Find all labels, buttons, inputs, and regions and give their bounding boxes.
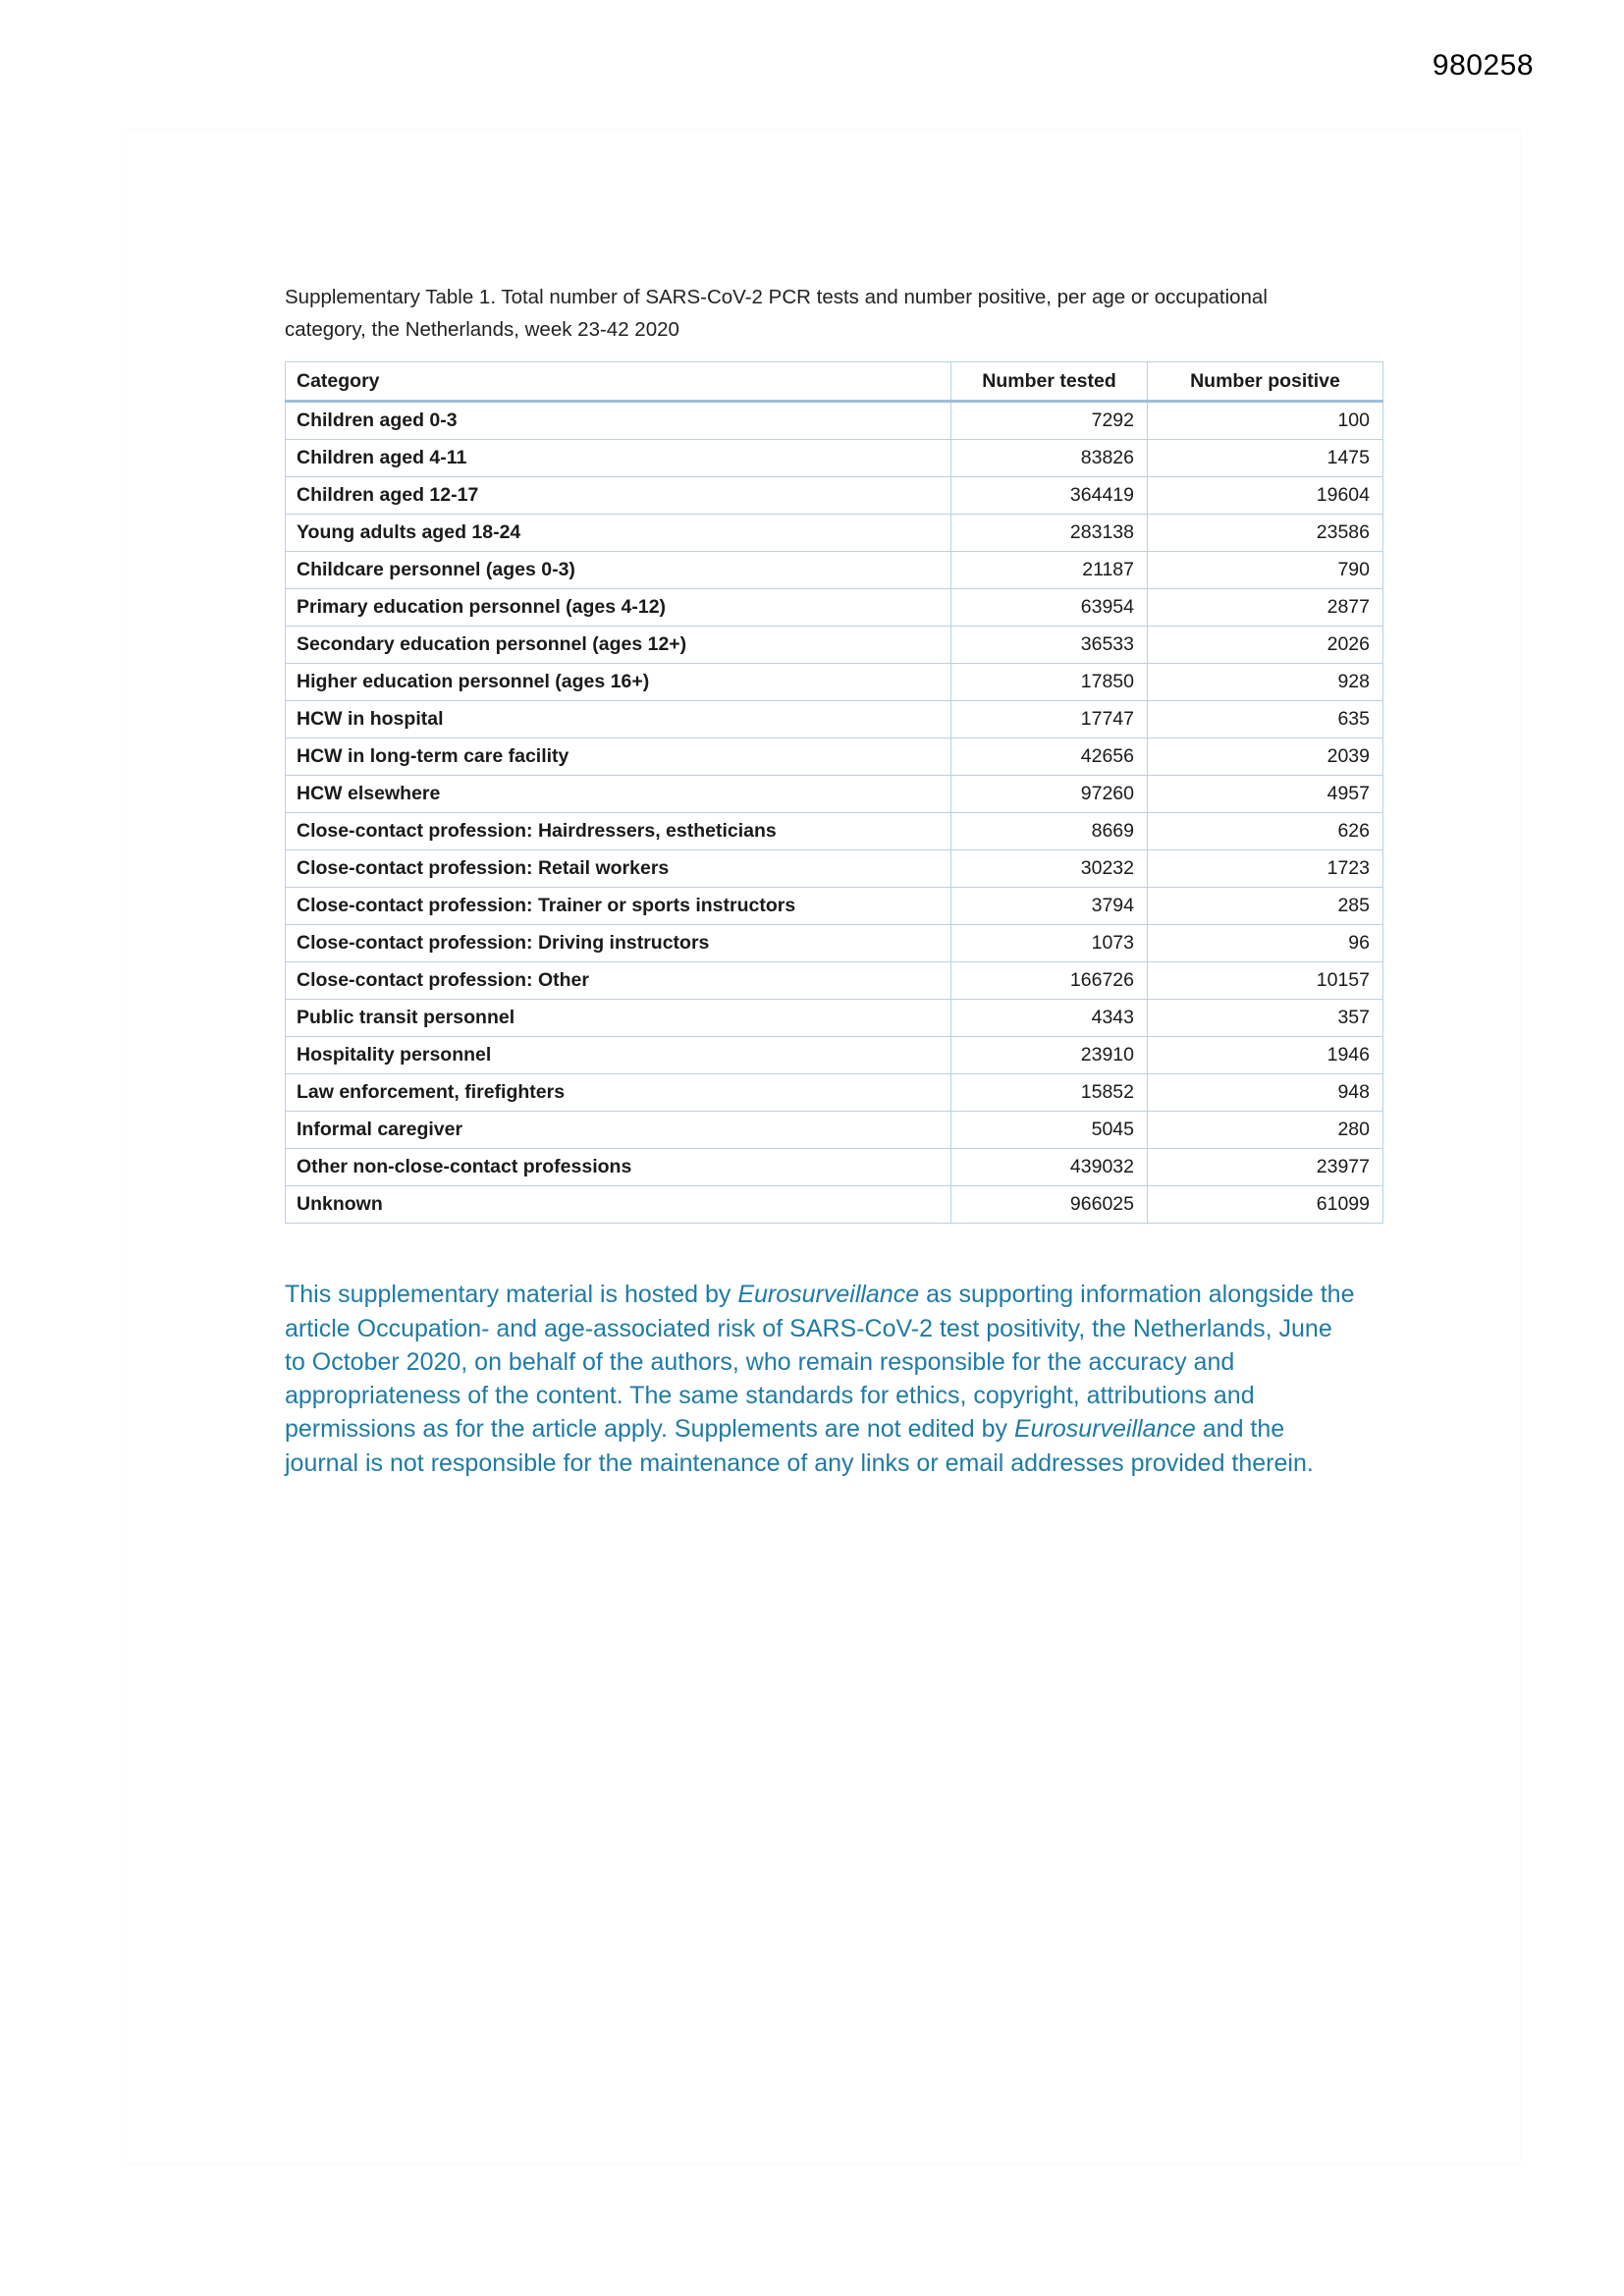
cell-number-tested: 166726 [951,962,1148,1000]
table-row [286,738,1383,776]
cell-category: Close-contact profession: Hairdressers, estheticians [286,813,951,850]
table-caption: Supplementary Table 1. Total number of SARS-CoV-2 PCR tests and number positive, per age or occupational category, the Netherlands, week 23-42 2020 [285,286,1268,342]
cell-category: Secondary education personnel (ages 12+) [286,627,951,664]
cell-category: Close-contact profession: Other [286,962,951,1000]
table-row [286,1186,1383,1224]
cell-number-positive: 1946 [1148,1037,1383,1074]
cell-category: Informal caregiver [286,1112,951,1149]
cell-number-tested: 5045 [951,1112,1148,1149]
disclaimer-text-part-3: and the journal is not responsible for the maintenance of any links or email addresses provided therein. [285,1415,1314,1477]
cell-number-positive: 23586 [1148,515,1383,552]
cell-category: Higher education personnel (ages 16+) [286,664,951,701]
table-row [286,1000,1383,1037]
table-header-row [286,362,1383,402]
cell-number-tested: 4343 [951,1000,1148,1037]
table-row [286,776,1383,813]
cell-number-tested: 966025 [951,1186,1148,1224]
table-row [286,850,1383,888]
cell-number-positive: 2039 [1148,738,1383,776]
cell-category: Close-contact profession: Retail workers [286,850,951,888]
cell-number-tested: 17747 [951,701,1148,738]
cell-number-tested: 17850 [951,664,1148,701]
cell-number-tested: 21187 [951,552,1148,589]
cell-number-positive: 948 [1148,1074,1383,1112]
cell-number-tested: 3794 [951,888,1148,925]
cell-category: Primary education personnel (ages 4-12) [286,589,951,627]
table-row [286,515,1383,552]
table-row [286,664,1383,701]
cell-number-positive: 2026 [1148,627,1383,664]
supplementary-table-1 [285,361,1383,1224]
cell-number-positive: 626 [1148,813,1383,850]
cell-number-positive: 96 [1148,925,1383,962]
cell-category: Children aged 0-3 [286,402,951,440]
cell-number-positive: 4957 [1148,776,1383,813]
document-body [285,281,1384,1504]
cell-number-tested: 83826 [951,440,1148,477]
journal-name-second: Eurosurveillance [1013,1415,1196,1444]
cell-number-positive: 10157 [1148,962,1383,1000]
table-row [286,477,1383,515]
cell-category: Unknown [286,1186,951,1224]
table-row [286,589,1383,627]
page-folio-number: 980258 [1432,49,1534,82]
cell-category: HCW elsewhere [286,776,951,813]
cell-category: Close-contact profession: Trainer or sports instructors [286,888,951,925]
cell-category: HCW in long-term care facility [286,738,951,776]
supplementary-material-disclaimer [285,1278,1355,1480]
cell-category: Public transit personnel [286,1000,951,1037]
cell-category: HCW in hospital [286,701,951,738]
journal-name-first: Eurosurveillance [737,1281,920,1309]
cell-number-tested: 15852 [951,1074,1148,1112]
cell-number-tested: 30232 [951,850,1148,888]
column-header-number-tested: Number tested [951,362,1148,402]
cell-number-positive: 357 [1148,1000,1383,1037]
cell-number-positive: 1475 [1148,440,1383,477]
column-header-category: Category [286,362,951,402]
table-row [286,1112,1383,1149]
cell-category: Law enforcement, firefighters [286,1074,951,1112]
disclaimer-text-part-2: as supporting information alongside the article Occupation- and age-associated risk of SARS-CoV-2 test positivity, the Netherlands, June to October 2020, on behalf of the authors, who remain responsible for the accuracy and appropriateness of the content. The same standards for ethics, copyright, attributions and permissions as for the article apply. Supplements are not edited by [285,1281,1355,1444]
cell-number-positive: 635 [1148,701,1383,738]
table-row [286,813,1383,850]
cell-category: Hospitality personnel [286,1037,951,1074]
cell-category: Childcare personnel (ages 0-3) [286,552,951,589]
column-header-number-positive: Number positive [1148,362,1383,402]
cell-category: Children aged 4-11 [286,440,951,477]
table-row [286,402,1383,440]
cell-number-tested: 439032 [951,1149,1148,1186]
table-row [286,925,1383,962]
table-row [286,701,1383,738]
table-header [286,362,1383,402]
cell-number-positive: 19604 [1148,477,1383,515]
cell-number-tested: 97260 [951,776,1148,813]
table-row [286,1037,1383,1074]
cell-category: Other non-close-contact professions [286,1149,951,1186]
table-row [286,627,1383,664]
table-row [286,1149,1383,1186]
cell-number-positive: 23977 [1148,1149,1383,1186]
cell-number-positive: 61099 [1148,1186,1383,1224]
table-row [286,888,1383,925]
cell-number-tested: 283138 [951,515,1148,552]
cell-number-positive: 280 [1148,1112,1383,1149]
cell-category: Young adults aged 18-24 [286,515,951,552]
disclaimer-text-part-1: This supplementary material is hosted by [285,1281,738,1309]
cell-number-tested: 1073 [951,925,1148,962]
cell-number-tested: 42656 [951,738,1148,776]
cell-number-tested: 23910 [951,1037,1148,1074]
cell-number-positive: 285 [1148,888,1383,925]
cell-number-tested: 36533 [951,627,1148,664]
table-row [286,1074,1383,1112]
cell-number-tested: 63954 [951,589,1148,627]
cell-number-tested: 364419 [951,477,1148,515]
cell-number-positive: 2877 [1148,589,1383,627]
cell-number-tested: 8669 [951,813,1148,850]
table-row [286,440,1383,477]
cell-number-positive: 928 [1148,664,1383,701]
table-body [286,402,1383,1224]
table-row [286,962,1383,1000]
cell-number-positive: 1723 [1148,850,1383,888]
cell-number-tested: 7292 [951,402,1148,440]
table-row [286,552,1383,589]
cell-number-positive: 100 [1148,402,1383,440]
cell-category: Children aged 12-17 [286,477,951,515]
cell-number-positive: 790 [1148,552,1383,589]
cell-category: Close-contact profession: Driving instructors [286,925,951,962]
